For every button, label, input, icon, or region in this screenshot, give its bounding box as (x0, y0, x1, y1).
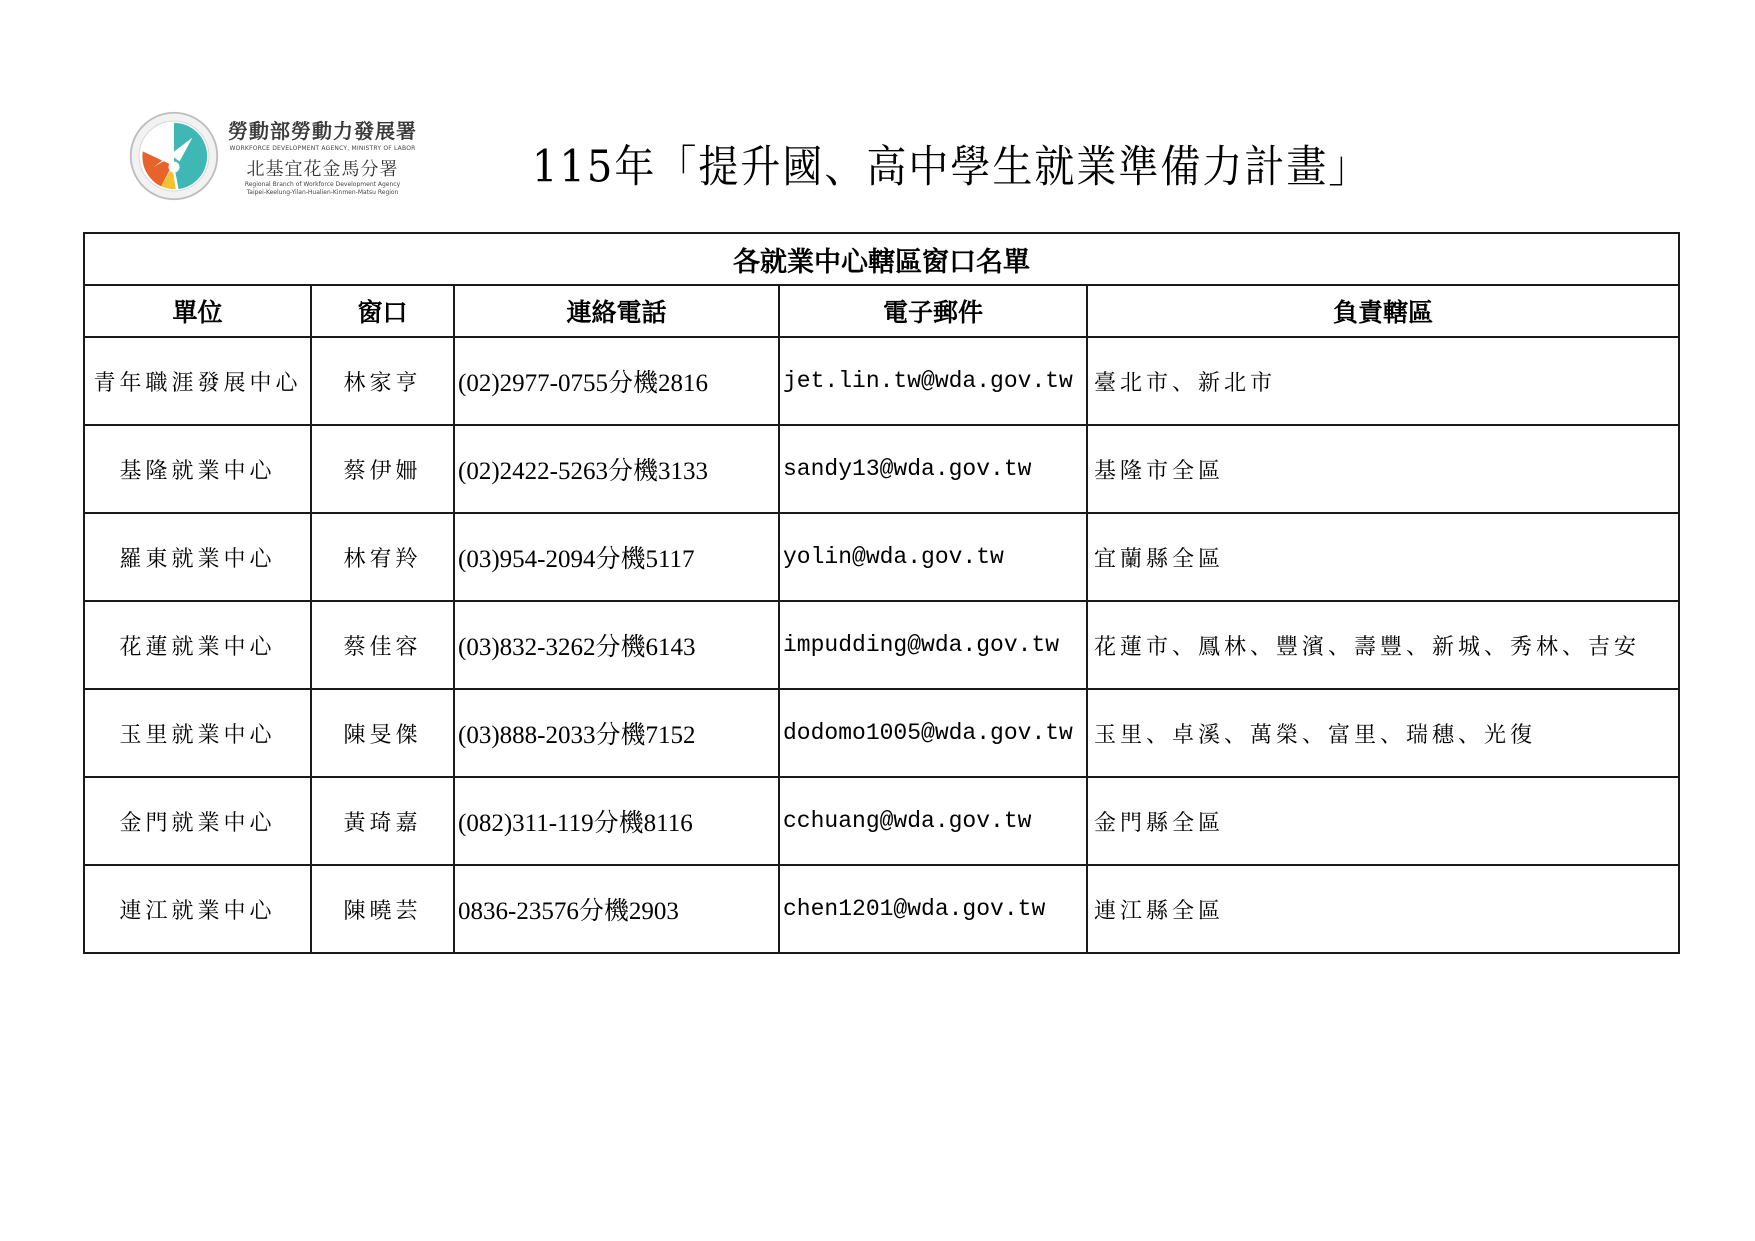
contact-cell: 林宥羚 (311, 513, 454, 601)
table-row (84, 689, 1679, 777)
branch-name-en: Regional Branch of Workforce Development Agency (244, 181, 401, 188)
email-cell[interactable]: jet.lin.tw@wda.gov.tw (779, 337, 1087, 425)
email-cell[interactable]: sandy13@wda.gov.tw (779, 425, 1087, 513)
area-cell: 玉里、卓溪、萬榮、富里、瑞穗、光復 (1087, 689, 1679, 777)
unit-cell: 花蓮就業中心 (84, 601, 311, 689)
table-row (84, 425, 1679, 513)
unit-cell: 基隆就業中心 (84, 425, 311, 513)
contact-cell: 陳旻傑 (311, 689, 454, 777)
agency-name-cn: 勞動部勞動力發展署 (228, 119, 417, 143)
email-cell[interactable]: chen1201@wda.gov.tw (779, 865, 1087, 953)
page-title: 115年「提升國、高中學生就業準備力計畫」 (532, 141, 1371, 193)
area-cell: 臺北市、新北市 (1087, 337, 1679, 425)
agency-logo (128, 110, 458, 202)
email-cell[interactable]: cchuang@wda.gov.tw (779, 777, 1087, 865)
contact-cell: 黃琦嘉 (311, 777, 454, 865)
phone-cell: (03)888-2033分機7152 (454, 689, 779, 777)
column-header-unit: 單位 (84, 285, 311, 337)
phone-cell: (082)311-119分機8116 (454, 777, 779, 865)
agency-emblem-icon (128, 110, 220, 202)
contact-cell: 林家亨 (311, 337, 454, 425)
column-header-phone: 連絡電話 (454, 285, 779, 337)
area-cell: 連江縣全區 (1087, 865, 1679, 953)
branch-name-cn: 北基宜花金馬分署 (246, 159, 399, 180)
phone-cell: (03)832-3262分機6143 (454, 601, 779, 689)
area-cell: 宜蘭縣全區 (1087, 513, 1679, 601)
column-header-contact: 窗口 (311, 285, 454, 337)
phone-cell: (02)2422-5263分機3133 (454, 425, 779, 513)
column-header-area: 負責轄區 (1087, 285, 1679, 337)
area-cell: 基隆市全區 (1087, 425, 1679, 513)
area-cell: 花蓮市、鳳林、豐濱、壽豐、新城、秀林、吉安 (1087, 601, 1679, 689)
table-row (84, 777, 1679, 865)
unit-cell: 玉里就業中心 (84, 689, 311, 777)
unit-cell: 金門就業中心 (84, 777, 311, 865)
table-row (84, 601, 1679, 689)
contact-cell: 陳曉芸 (311, 865, 454, 953)
contact-cell: 蔡佳容 (311, 601, 454, 689)
area-cell: 金門縣全區 (1087, 777, 1679, 865)
email-cell[interactable]: yolin@wda.gov.tw (779, 513, 1087, 601)
agency-name-en: WORKFORCE DEVELOPMENT AGENCY, MINISTRY OF LABOR (229, 145, 416, 152)
column-header-email: 電子郵件 (779, 285, 1087, 337)
phone-cell: (03)954-2094分機5117 (454, 513, 779, 601)
contact-table (83, 232, 1680, 954)
table-row (84, 865, 1679, 953)
table-row (84, 337, 1679, 425)
email-cell[interactable]: impudding@wda.gov.tw (779, 601, 1087, 689)
contact-cell: 蔡伊姍 (311, 425, 454, 513)
table-caption: 各就業中心轄區窗口名單 (84, 233, 1679, 285)
unit-cell: 羅東就業中心 (84, 513, 311, 601)
table-header-row (84, 285, 1679, 337)
branch-region-en: Taipei-Keelung-Yilan-Hualien-Kinmen-Matsu Region (246, 189, 399, 196)
unit-cell: 連江就業中心 (84, 865, 311, 953)
email-cell[interactable]: dodomo1005@wda.gov.tw (779, 689, 1087, 777)
agency-name-block (228, 115, 417, 197)
unit-cell: 青年職涯發展中心 (84, 337, 311, 425)
table-row (84, 513, 1679, 601)
phone-cell: 0836-23576分機2903 (454, 865, 779, 953)
phone-cell: (02)2977-0755分機2816 (454, 337, 779, 425)
